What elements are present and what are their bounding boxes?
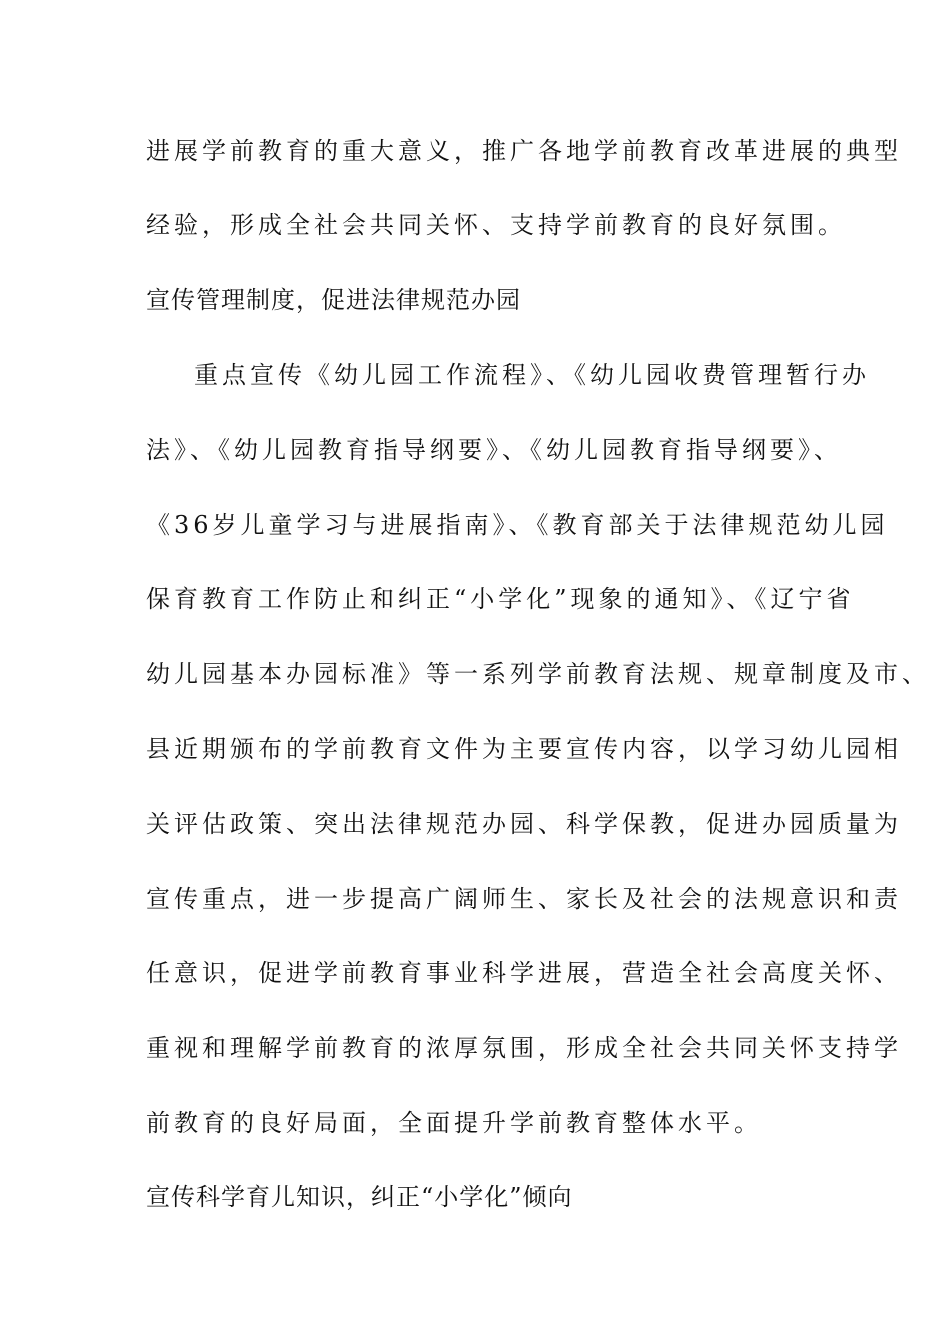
paragraph-line: 《36岁儿童学习与进展指南》、《教育部关于法律规范幼儿园	[146, 511, 889, 539]
paragraph-line: 前教育的良好局面，全面提升学前教育整体水平。	[146, 1109, 762, 1137]
paragraph-line: 宣传重点，进一步提高广阔师生、家长及社会的法规意识和责	[146, 885, 902, 913]
paragraph-line: 进展学前教育的重大意义，推广各地学前教育改革进展的典型	[146, 137, 902, 165]
paragraph-line: 法》、《幼儿园教育指导纲要》、《幼儿园教育指导纲要》、	[146, 436, 842, 464]
paragraph-line: 关评估政策、突出法律规范办园、科学保教，促进办园质量为	[146, 810, 902, 838]
paragraph-line: 重点宣传《幼儿园工作流程》、《幼儿园收费管理暂行办	[194, 361, 870, 389]
section-heading: 宣传管理制度，促进法律规范办园	[146, 286, 521, 314]
section-heading: 宣传科学育儿知识，纠正“小学化”倾向	[146, 1183, 573, 1211]
paragraph-line: 重视和理解学前教育的浓厚氛围，形成全社会共同关怀支持学	[146, 1034, 902, 1062]
paragraph-line: 保育教育工作防止和纠正“小学化”现象的通知》、《辽宁省	[146, 585, 855, 613]
paragraph-line: 任意识，促进学前教育事业科学进展，营造全社会高度关怀、	[146, 959, 902, 987]
paragraph-line: 县近期颁布的学前教育文件为主要宣传内容，以学习幼儿园相	[146, 735, 902, 763]
paragraph-line: 经验，形成全社会共同关怀、支持学前教育的良好氛围。	[146, 211, 846, 239]
paragraph-line: 幼儿园基本办园标准》等一系列学前教育法规、规章制度及市、	[146, 660, 930, 688]
